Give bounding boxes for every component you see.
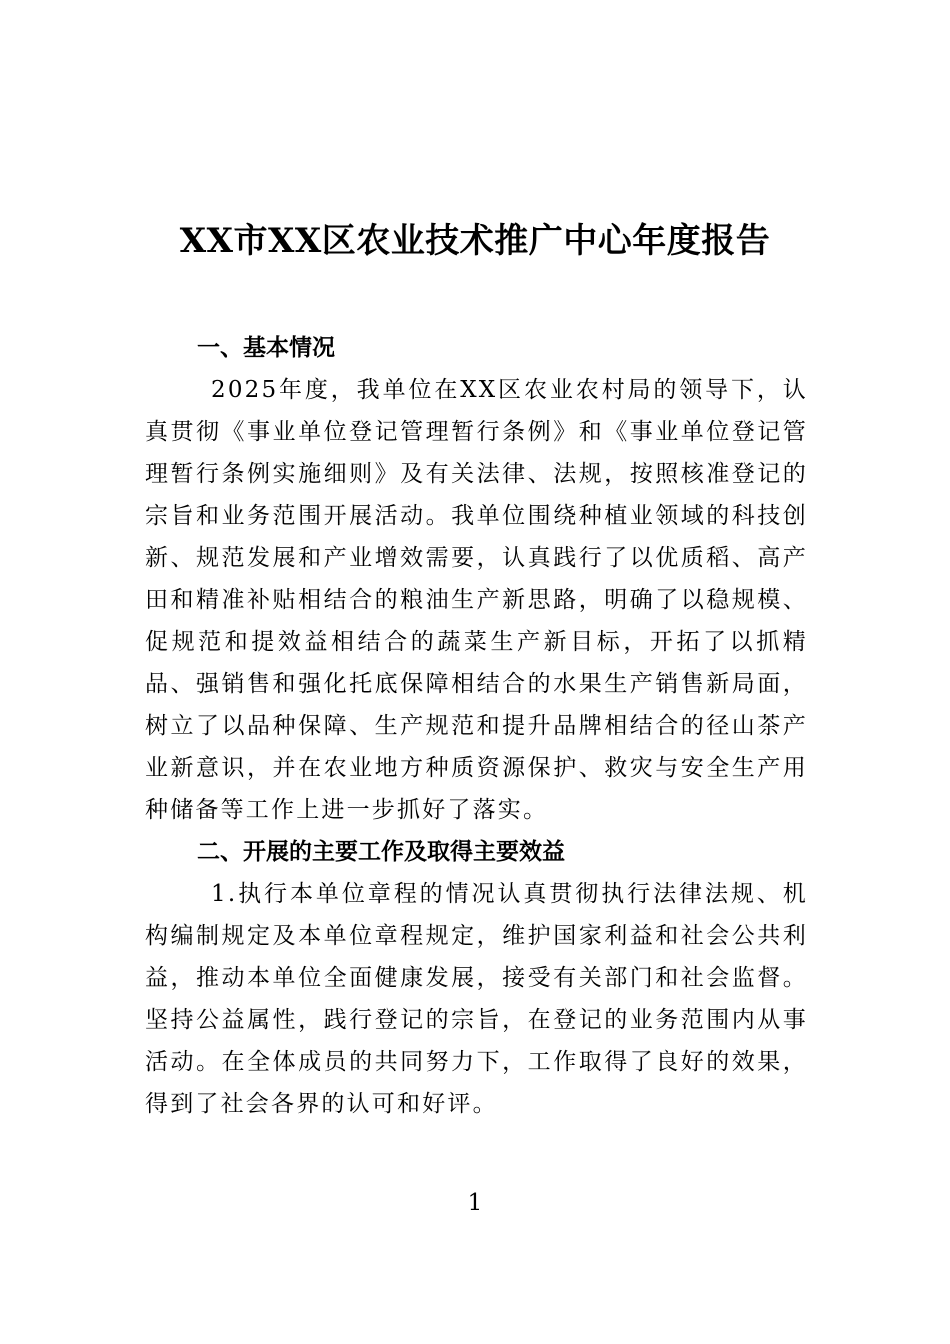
section-paragraph-basic-info: 2025年度，我单位在XX区农业农村局的领导下，认真贯彻《事业单位登记管理暂行条例》和《事业单位登记管理暂行条例实施细则》及有关法律、法规，按照核准登记的宗旨和业务范围开展活动。我单位围绕种植业领域的科技创新、规范发展和产业增效需要，认真践行了以优质稻、高产田和精准补贴相结合的粮油生产新思路，明确了以稳规模、促规范和提效益相结合的蔬菜生产新目标，开拓了以抓精品、强销售和强化托底保障相结合的水果生产销售新局面，树立了以品种保障、生产规范和提升品牌相结合的径山茶产业新意识，并在农业地方种质资源保护、救灾与安全生产用种储备等工作上进一步抓好了落实。	[145, 377, 808, 823]
section-heading-basic-info: 一、基本情况	[197, 335, 335, 361]
document-title: XX市XX区农业技术推广中心年度报告	[179, 220, 771, 261]
page-number: 1	[467, 1190, 483, 1216]
document-body	[145, 327, 808, 1125]
section-heading-main-work: 二、开展的主要工作及取得主要效益	[197, 839, 565, 865]
section-paragraph-main-work: 1.执行本单位章程的情况认真贯彻执行法律法规、机构编制规定及本单位章程规定，维护国家利益和社会公共利益，推动本单位全面健康发展，接受有关部门和社会监督。坚持公益属性，践行登记的宗旨，在登记的业务范围内从事活动。在全体成员的共同努力下，工作取得了良好的效果，得到了社会各界的认可和好评。	[145, 881, 808, 1117]
